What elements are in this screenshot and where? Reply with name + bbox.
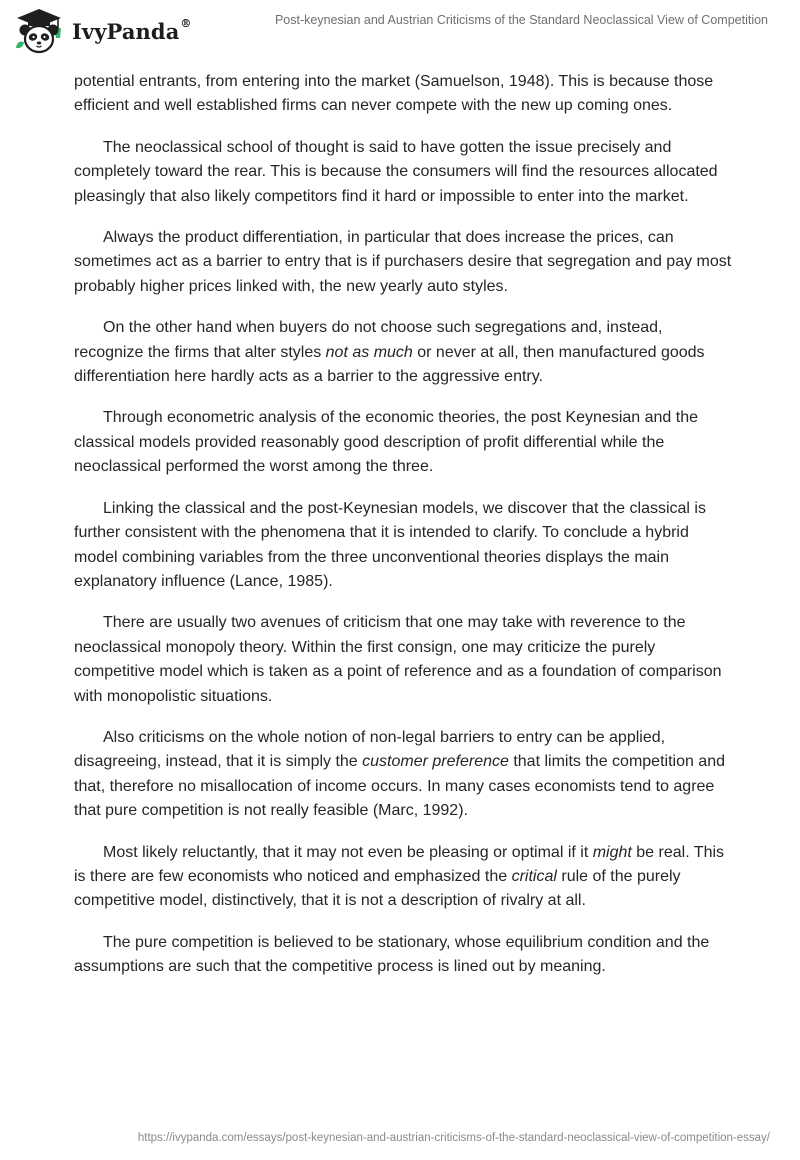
- paragraph-4-text-b: or never at all, then manufactured goods differentiation here hardly acts as a barrier to the aggressive entry.: [74, 343, 705, 386]
- paragraph-4: [74, 316, 734, 389]
- paragraph-8-text-b: that limits the competition and that, therefore no misallocation of income occurs. In many cases economists tend to agree that pure competition is not really feasible (Marc, 1992).: [74, 753, 725, 820]
- panda-graduate-icon: [14, 8, 64, 54]
- paragraph-7: There are usually two avenues of criticism that one may take with reverence to the neoclassical monopoly theory. Within the first consign, one may criticize the purely competitive model which is taken as a point of reference and as a foundation of comparison with monopolistic situations.: [74, 614, 722, 705]
- paragraph-8: [74, 726, 734, 824]
- page-header: [0, 0, 800, 62]
- paragraph-8-emphasis: customer preference: [362, 753, 509, 771]
- paragraph-9-text-c: rule of the purely competitive model, distinctively, that it is not a description of rivalry at all.: [74, 867, 681, 910]
- logo-text: IvyPanda®: [72, 16, 192, 44]
- paragraph-5: Through econometric analysis of the economic theories, the post Keynesian and the classical models provided reasonably good description of profit differential while the neoclassical performed the worst among the three.: [74, 409, 699, 476]
- paragraph-9-text-a: Most likely reluctantly, that it may not even be pleasing or optimal if it: [103, 843, 593, 861]
- paragraph-8-text-a: Also criticisms on the whole notion of non-legal barriers to entry can be applied, disagreeing, instead, that it is simply the: [74, 728, 666, 771]
- paragraph-10: The pure competition is believed to be stationary, whose equilibrium condition and the assumptions are such that the competitive process is lined out by meaning.: [74, 933, 710, 976]
- paragraph-4-emphasis: not as much: [325, 343, 413, 361]
- paragraph-6: Linking the classical and the post-Keynesian models, we discover that the classical is further consistent with the phenomena that it is intended to clarify. To conclude a hybrid model combining variables from the three unconventional theories displays the main explanatory influence (Lance, 1985).: [74, 499, 706, 590]
- source-url[interactable]: https://ivypanda.com/essays/post-keynesian-and-austrian-criticisms-of-the-standard-neoclassical-view-of-competition-essay/: [137, 1132, 770, 1144]
- paragraph-9-text-b: be real. This is there are few economists who noticed and emphasized the: [74, 843, 725, 885]
- document-title: Post-keynesian and Austrian Criticisms of the Standard Neoclassical View of Competition: [274, 13, 768, 27]
- paragraph-9-emphasis-2: critical: [511, 867, 557, 885]
- paragraph-4-text-a: On the other hand when buyers do not choose such segregations and, instead, recognize the firms that alter styles: [74, 319, 663, 361]
- paragraph-3: Always the product differentiation, in particular that does increase the prices, can sometimes act as a barrier to entry that is if purchasers desire that segregation and pay most probably higher prices linked with, the new yearly auto styles.: [74, 229, 732, 295]
- paragraph-1: potential entrants, from entering into the market (Samuelson, 1948). This is because those efficient and well established firms can never compete with the new up coming ones.: [74, 73, 714, 115]
- paragraph-9: [74, 841, 734, 914]
- registered-mark: ®: [180, 16, 192, 30]
- paragraph-2: The neoclassical school of thought is said to have gotten the issue precisely and completely toward the rear. This is because the consumers will find the resources allocated pleasingly that also likely competitors find it hard or impossible to enter into the market.: [74, 138, 718, 205]
- ivypanda-logo[interactable]: [14, 8, 192, 54]
- paragraph-9-emphasis-1: might: [592, 843, 632, 861]
- essay-body: [74, 70, 734, 997]
